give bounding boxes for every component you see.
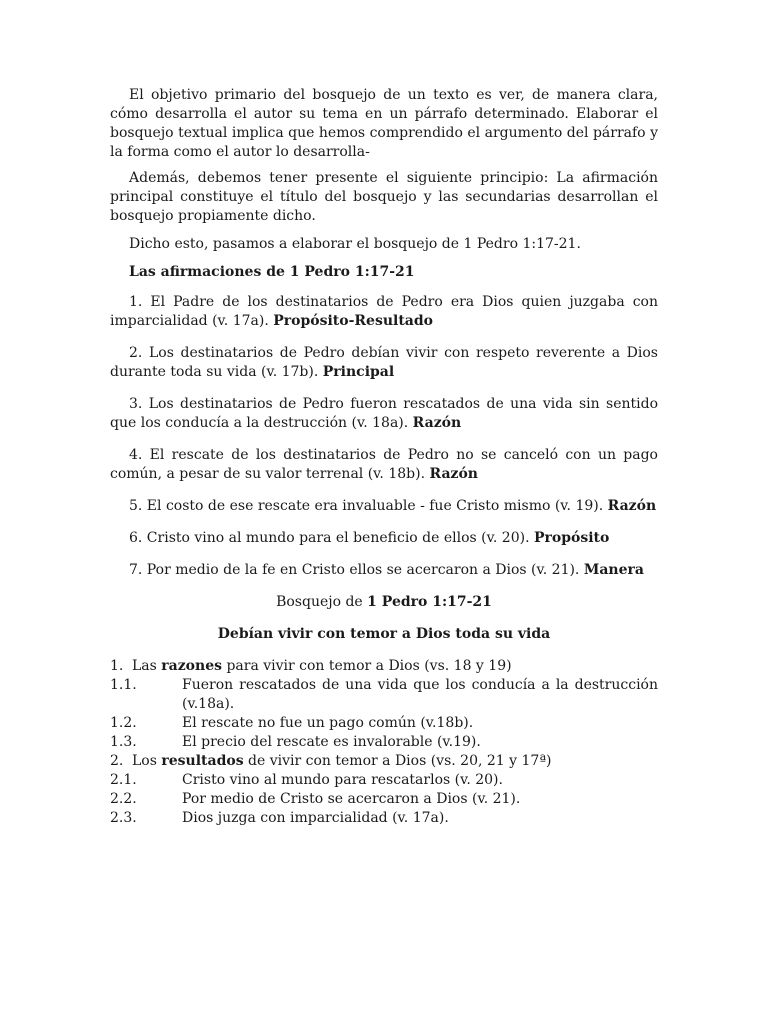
afirmacion-item xyxy=(110,293,658,331)
afirmacion-tag: Razón xyxy=(429,466,478,482)
intro-paragraph-3: Dicho esto, pasamos a elaborar el bosquejo de 1 Pedro 1:17-21. xyxy=(129,236,581,252)
outline-text-pre: Los xyxy=(132,753,157,769)
outline-text-bold: resultados xyxy=(161,753,244,769)
outline-sub-item xyxy=(110,714,658,733)
afirmacion-text: 6. Cristo vino al mundo para el beneficio de ellos (v. 20). xyxy=(129,530,530,546)
outline-text: El rescate no fue un pago común (v.18b). xyxy=(182,715,474,731)
document-body xyxy=(110,86,658,828)
outline-sub-item xyxy=(110,733,658,752)
outline-sub-item xyxy=(110,790,658,809)
afirmacion-text: 4. El rescate de los destinatarios de Pedro no se canceló con un pago común, a pesar de su valor terrenal (v. 18b). xyxy=(110,447,658,482)
outline-main-item xyxy=(110,657,658,676)
afirmacion-item xyxy=(110,561,658,580)
outline-text-pre: Las xyxy=(132,658,157,674)
bosquejo-subtitle: Debían vivir con temor a Dios toda su vida xyxy=(217,626,551,642)
outline-number: 2.2. xyxy=(110,791,137,807)
afirmacion-item xyxy=(110,497,658,516)
bosquejo-title xyxy=(110,593,658,612)
outline-text xyxy=(132,752,658,771)
outline-text-post: de vivir con temor a Dios (vs. 20, 21 y 17ª) xyxy=(248,753,552,769)
outline-number: 1.1. xyxy=(110,677,137,693)
outline-main-item xyxy=(110,752,658,771)
outline-text-post: para vivir con temor a Dios (vs. 18 y 19) xyxy=(226,658,512,674)
outline-number: 2. xyxy=(110,753,124,769)
outline-sub-item xyxy=(110,809,658,828)
afirmacion-tag: Principal xyxy=(322,364,395,380)
intro-paragraph-1: El objetivo primario del bosquejo de un texto es ver, de manera clara, cómo desarrolla el autor su tema en un párrafo determinado. Elaborar el bosquejo textual implica que hemos comprendido el argumento del párrafo y la forma como el autor lo desarrolla- xyxy=(110,87,658,160)
afirmacion-item xyxy=(110,529,658,548)
afirmacion-tag: Razón xyxy=(412,415,462,431)
outline-text xyxy=(132,657,658,676)
afirmacion-text: 5. El costo de ese rescate era invaluable - fue Cristo mismo (v. 19). xyxy=(129,498,604,514)
outline-sub-item xyxy=(110,676,658,714)
afirmacion-text: 7. Por medio de la fe en Cristo ellos se acercaron a Dios (v. 21). xyxy=(129,562,580,578)
bosquejo-outline xyxy=(110,657,658,828)
intro-paragraph-2: Además, debemos tener presente el siguiente principio: La afirmación principal constituye el título del bosquejo y las secundarias desarrollan el bosquejo propiamente dicho. xyxy=(110,170,658,224)
outline-sub-item xyxy=(110,771,658,790)
afirmacion-item xyxy=(110,446,658,484)
outline-text: Dios juzga con imparcialidad (v. 17a). xyxy=(182,810,449,826)
outline-number: 1.3. xyxy=(110,734,137,750)
outline-number: 1. xyxy=(110,658,124,674)
afirmacion-tag: Manera xyxy=(583,562,644,578)
outline-text: Fueron rescatados de una vida que los conducía a la destrucción (v.18a). xyxy=(182,677,658,712)
afirmacion-item xyxy=(110,344,658,382)
afirmacion-tag: Propósito-Resultado xyxy=(273,313,434,329)
afirmacion-text: 2. Los destinatarios de Pedro debían vivir con respeto reverente a Dios durante toda su vida (v. 17b). xyxy=(110,345,658,380)
outline-text: Cristo vino al mundo para rescatarlos (v. 20). xyxy=(182,772,503,788)
afirmaciones-heading: Las afirmaciones de 1 Pedro 1:17-21 xyxy=(129,264,415,280)
outline-text: Por medio de Cristo se acercaron a Dios (v. 21). xyxy=(182,791,521,807)
outline-number: 2.1. xyxy=(110,772,137,788)
afirmacion-tag: Propósito xyxy=(533,530,610,546)
outline-number: 1.2. xyxy=(110,715,137,731)
bosquejo-title-ref: 1 Pedro 1:17-21 xyxy=(367,594,492,610)
afirmacion-text: 1. El Padre de los destinatarios de Pedro era Dios quien juzgaba con imparcialidad (v. 17a). xyxy=(110,294,658,329)
outline-number: 2.3. xyxy=(110,810,137,826)
outline-text-bold: razones xyxy=(161,658,222,674)
bosquejo-title-prefix: Bosquejo de xyxy=(276,594,363,610)
outline-text: El precio del rescate es invalorable (v.19). xyxy=(182,734,481,750)
afirmacion-tag: Razón xyxy=(607,498,657,514)
afirmacion-item xyxy=(110,395,658,433)
afirmacion-text: 3. Los destinatarios de Pedro fueron rescatados de una vida sin sentido que los conducía a la destrucción (v. 18a). xyxy=(110,396,658,431)
